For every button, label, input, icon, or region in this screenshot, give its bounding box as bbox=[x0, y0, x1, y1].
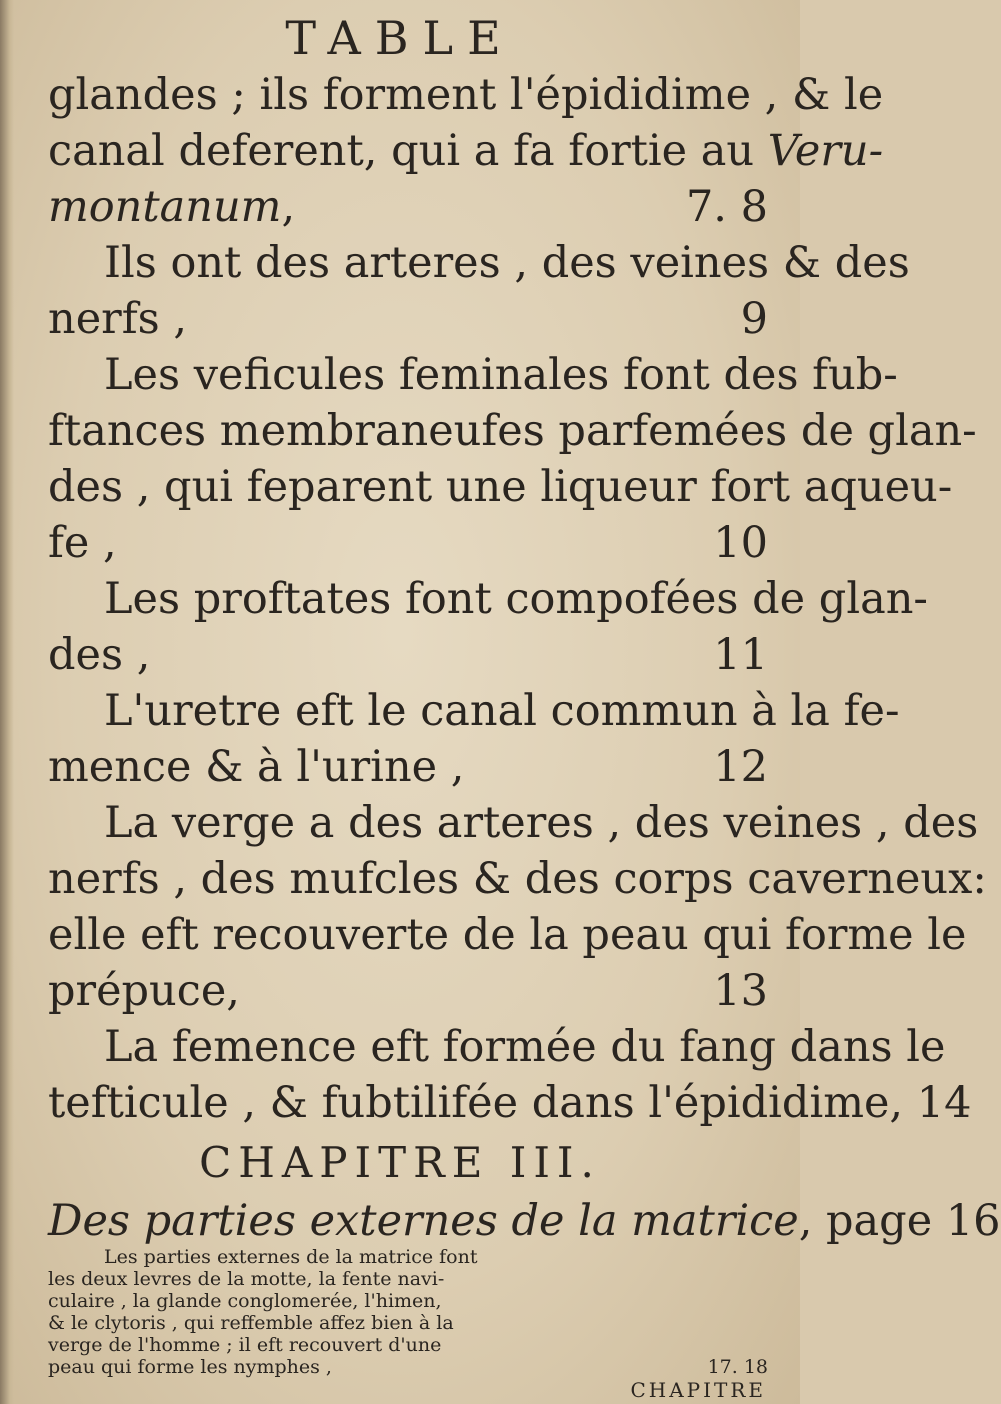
page-reference: 7. 8 bbox=[685, 182, 768, 232]
text-line: peau qui forme les nymphes , 17. 18 bbox=[48, 1356, 768, 1378]
page-reference: 13 bbox=[713, 966, 768, 1016]
text-line: Les proftates font compofées de glan- bbox=[104, 574, 928, 624]
text-line: Les veficules feminales font des fub- bbox=[104, 350, 898, 400]
text-line: des , 11 bbox=[48, 626, 768, 684]
page-reference: 10 bbox=[713, 518, 768, 568]
text-line: La femence eft formée du fang dans le bbox=[104, 1022, 946, 1072]
text-line: elle eft recouverte de la peau qui forme le bbox=[48, 910, 967, 960]
catchword: CHAPITRE bbox=[630, 1378, 766, 1402]
text-line: Ils ont des arteres , des veines & des bbox=[104, 238, 910, 288]
text-line: tefticule , & fubtilifée dans l'épididime, 14 bbox=[48, 1078, 972, 1128]
text-line: La verge a des arteres , des veines , des bbox=[104, 798, 979, 848]
text-line: L'uretre eft le canal commun à la fe- bbox=[104, 686, 900, 736]
text-line: culaire , la glande conglomerée, l'himen, bbox=[48, 1290, 442, 1312]
page-reference: 12 bbox=[713, 742, 768, 792]
page-reference: 17. 18 bbox=[707, 1356, 768, 1378]
chapter-heading: CHAPITRE III. bbox=[199, 1138, 601, 1187]
page-reference: 9 bbox=[740, 294, 768, 344]
text-line: & le clytoris , qui reffemble affez bien à la bbox=[48, 1312, 454, 1334]
text-line: montanum, 7. 8 bbox=[48, 178, 768, 236]
text-line: prépuce, 13 bbox=[48, 962, 768, 1020]
text-line: ftances membraneufes parfemées de glan- bbox=[48, 406, 977, 456]
chapter-subtitle: Des parties externes de la matrice, page 16 bbox=[48, 1196, 1001, 1246]
page-gutter-shadow bbox=[0, 0, 14, 1404]
text-line: canal deferent, qui a fa fortie au Veru- bbox=[48, 126, 884, 176]
text-line: Les parties externes de la matrice font bbox=[104, 1246, 478, 1268]
text-line: nerfs , des mufcles & des corps caverneux: bbox=[48, 854, 987, 904]
text-line: nerfs , 9 bbox=[48, 290, 768, 348]
text-line: les deux levres de la motte, la fente navi- bbox=[48, 1268, 445, 1290]
text-line: verge de l'homme ; il eft recouvert d'une bbox=[48, 1334, 442, 1356]
text-line: des , qui feparent une liqueur fort aqueu- bbox=[48, 462, 953, 512]
text-line: glandes ; ils forment l'épididime , & le bbox=[48, 70, 884, 120]
running-header: TABLE bbox=[285, 11, 515, 65]
page-reference: 11 bbox=[713, 630, 768, 680]
text-line: fe , 10 bbox=[48, 514, 768, 572]
text-line: mence & à l'urine , 12 bbox=[48, 738, 768, 796]
